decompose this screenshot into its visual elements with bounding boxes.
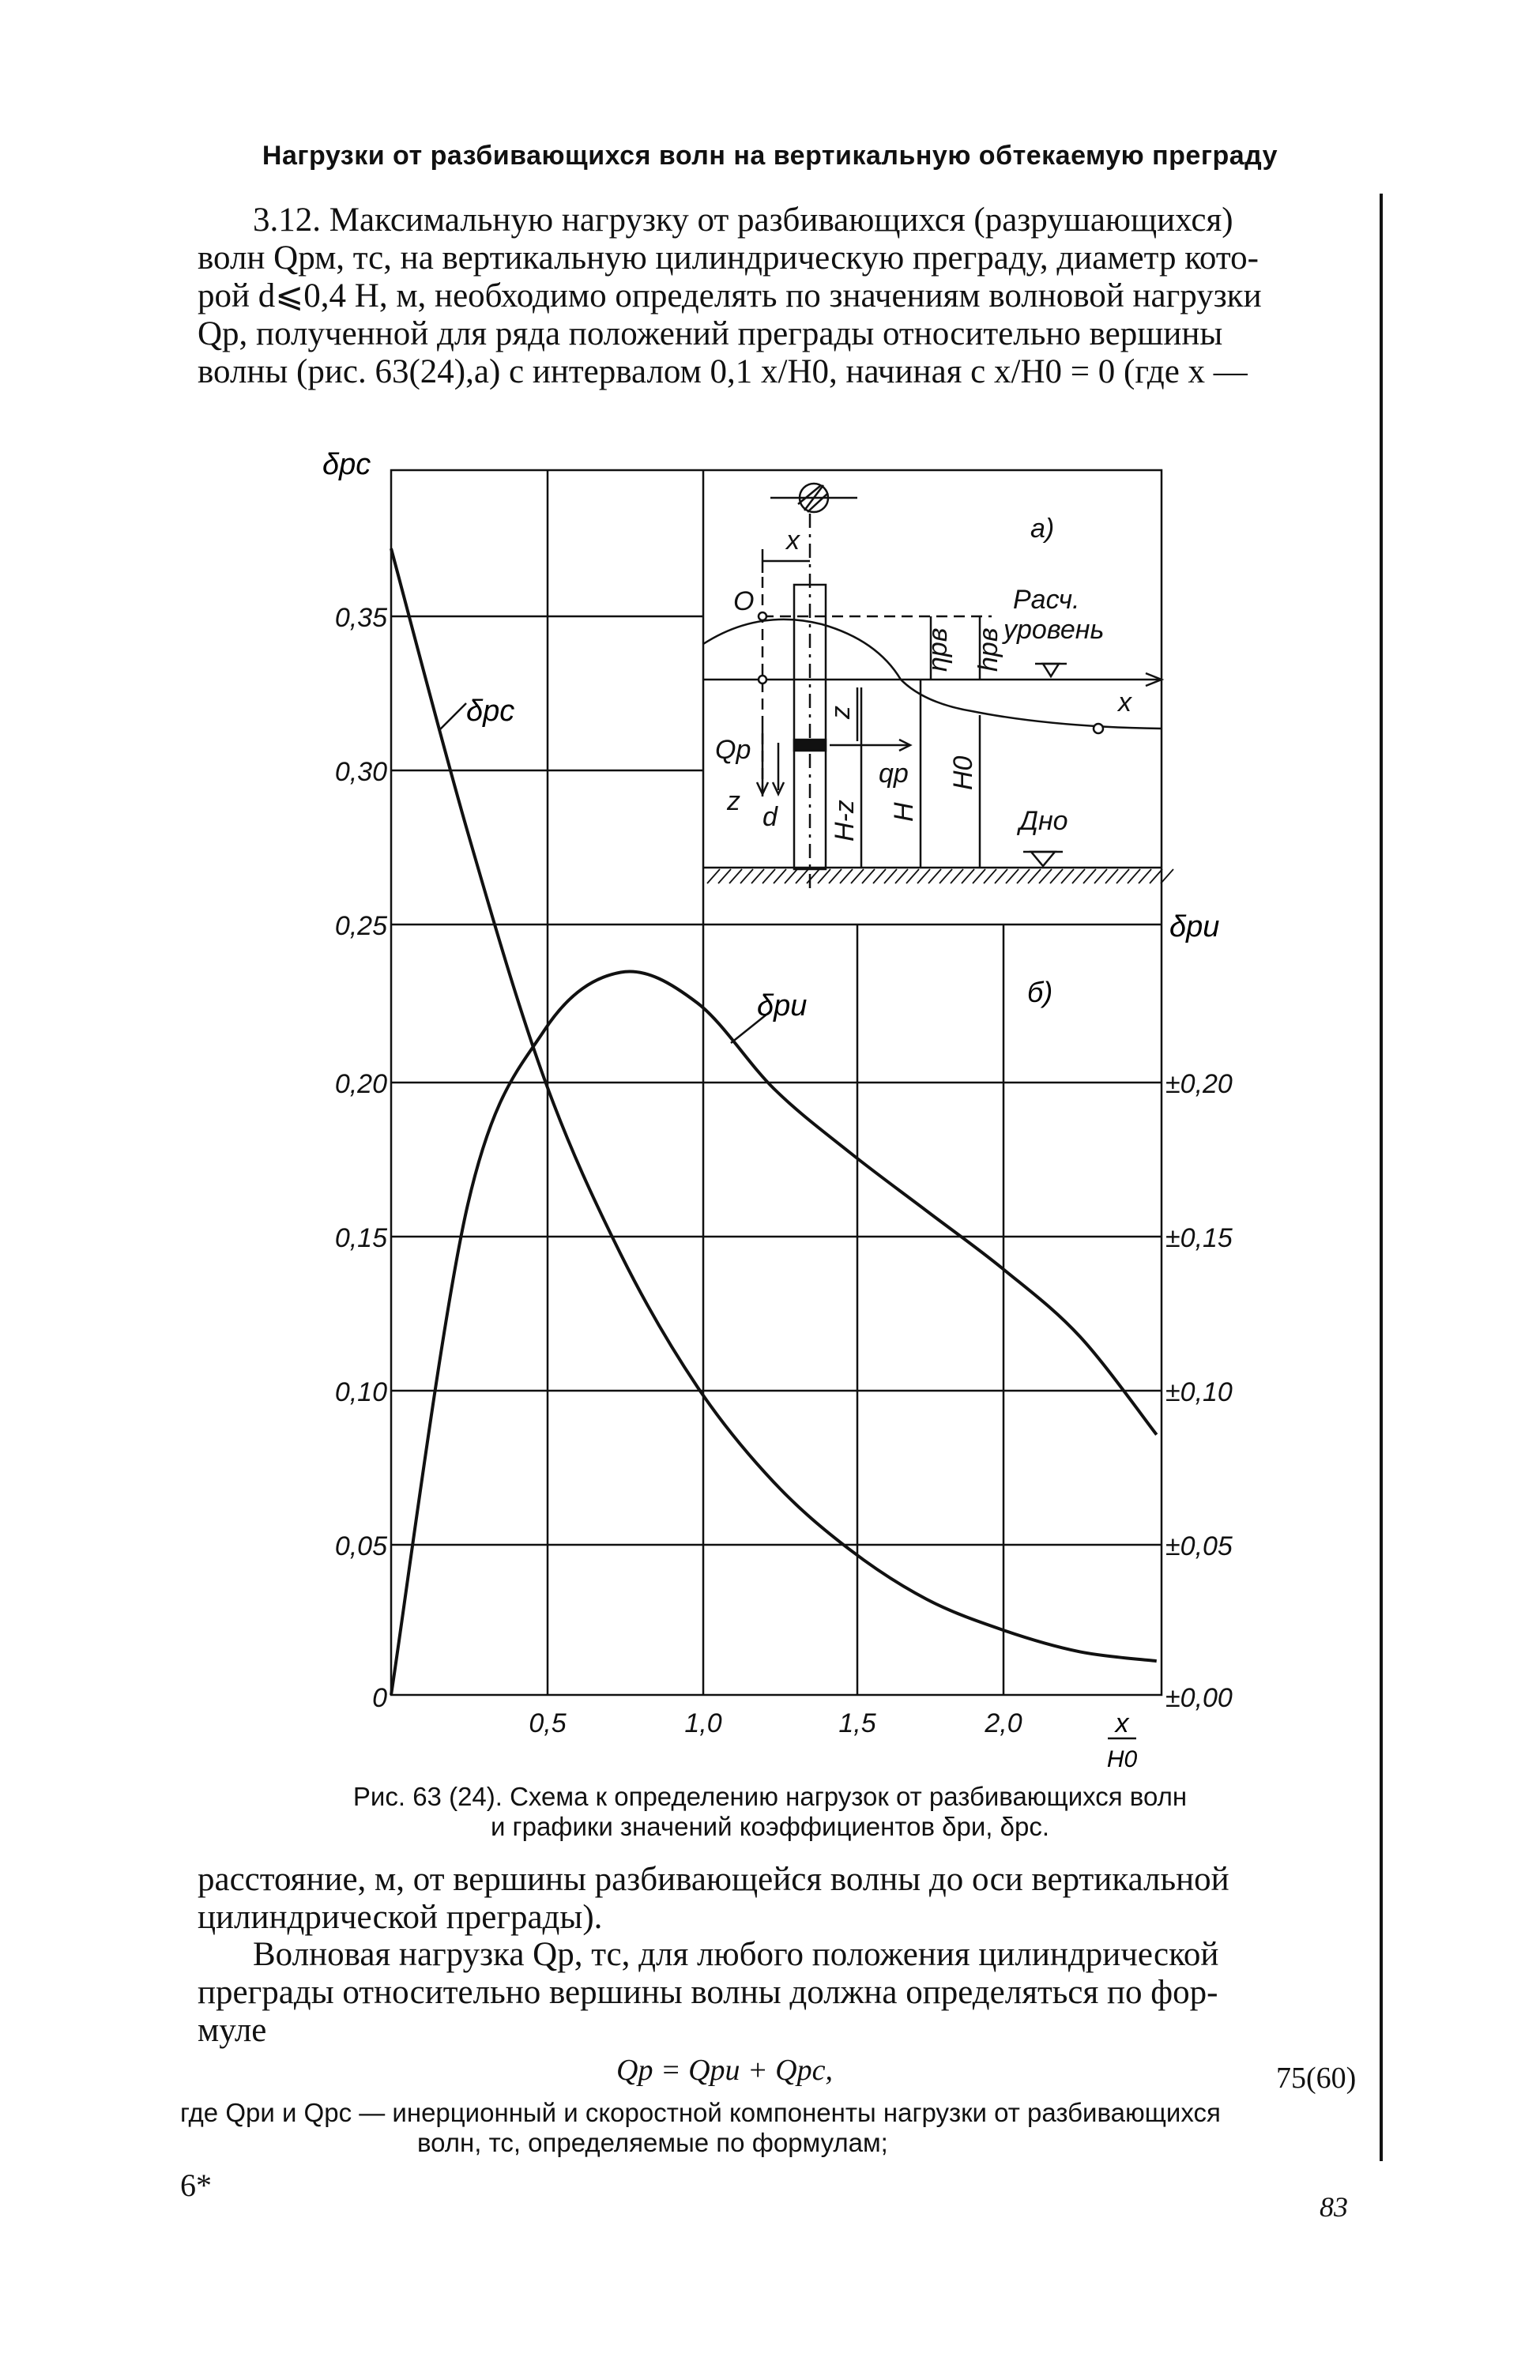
left-tick-label: 0,25 — [334, 911, 387, 941]
left-tick-label: 0,10 — [334, 1377, 387, 1407]
right-tick-label: ±0,15 — [1165, 1223, 1233, 1253]
text-line: рой d⩽0,4 H, м, необходимо определять по значениям волновой нагрузки — [198, 277, 1262, 314]
curve-label-ri: δри — [757, 989, 808, 1022]
diagram-eta: ηрв — [923, 627, 953, 672]
diagram-calc-level-2: уровень — [1003, 615, 1105, 645]
series-line-ri — [391, 971, 1157, 1695]
x-tick-label: 1,0 — [684, 1708, 722, 1738]
diagram-x: x — [786, 525, 800, 555]
caption-line: Рис. 63 (24). Схема к определению нагрузок от разбивающихся волн — [352, 1782, 1188, 1811]
diagram-x-axis: x — [1118, 687, 1131, 717]
x-axis-label: x — [1115, 1708, 1129, 1738]
text-line: преграды относительно вершины волны должна определяться по фор- — [198, 1974, 1218, 2011]
text-line: 3.12. Максимальную нагрузку от разбивающихся (разрушающихся) — [253, 201, 1233, 239]
formula-number: 75(60) — [1276, 2062, 1357, 2095]
right-tick-label: ±0,10 — [1165, 1377, 1233, 1407]
paragraph-wave-load — [198, 1936, 1351, 2050]
diagram-bottom: Дно — [1019, 806, 1068, 836]
curve-label-rc: δрс — [466, 695, 515, 728]
left-tick-label: 0,05 — [334, 1531, 387, 1561]
x-tick-label: 0,5 — [529, 1708, 567, 1738]
diagram-h: hрв — [973, 627, 1003, 672]
diagram-calc-level-1: Расч. — [1013, 585, 1080, 615]
right-axis-label: δри — [1169, 910, 1220, 943]
right-tick-label: ±0,20 — [1165, 1069, 1233, 1099]
where-line: волн, тс, определяемые по формулам; — [417, 2128, 888, 2157]
diagram-H0: H0 — [948, 755, 978, 790]
diagram-Hz: H-z — [830, 800, 860, 842]
diagram-z-arrow: z — [727, 786, 740, 816]
right-tick-label: ±0,00 — [1165, 1683, 1233, 1713]
x-tick-label: 2,0 — [985, 1708, 1022, 1738]
text-line: Волновая нагрузка Qр, тс, для любого положения цилиндрической — [253, 1936, 1219, 1973]
left-tick-label: 0,30 — [334, 757, 387, 787]
diagram-z-small: z — [826, 706, 856, 719]
caption-line: и графики значений коэффициентов δри, δрс. — [490, 1812, 1050, 1841]
left-tick-label: 0,15 — [334, 1223, 387, 1253]
diagram-d: d — [762, 802, 778, 832]
left-tick-label: 0,35 — [334, 603, 387, 633]
diagram-Qp: Qр — [715, 735, 751, 765]
diagram-H: H — [889, 802, 919, 822]
text-line: цилиндрической преграды). — [198, 1899, 603, 1936]
running-header: Нагрузки от разбивающихся волн на вертикальную обтекаемую преграду — [262, 141, 1278, 171]
diagram-qp: qр — [879, 759, 909, 789]
text-line: расстояние, м, от вершины разбивающейся волны до оси вертикальной — [198, 1861, 1229, 1898]
text-line: волн Qрм, тс, на вертикальную цилиндрическую преграду, диаметр кото- — [198, 239, 1259, 277]
formula: Qр = Qри + Qрс, — [616, 2054, 833, 2087]
left-tick-label: 0,20 — [334, 1069, 387, 1099]
paragraph-continuation — [198, 1861, 1351, 1937]
signature-mark: 6* — [180, 2167, 212, 2203]
x-tick-label: 1,5 — [838, 1708, 876, 1738]
panel-label-b: б) — [1027, 976, 1053, 1008]
x-axis-label-denominator: H0 — [1106, 1746, 1138, 1772]
chart-grid — [391, 470, 1162, 1695]
panel-label-a: а) — [1030, 514, 1055, 544]
left-tick-label: 0 — [372, 1683, 387, 1713]
where-clause — [180, 2098, 1357, 2158]
where-line: где Qри и Qрс — инерционный и скоростной компоненты нагрузки от разбивающихся — [180, 2098, 1221, 2127]
page-number: 83 — [1320, 2191, 1348, 2223]
diagram-O: O — [733, 586, 755, 616]
text-line: Qр, полученной для ряда положений преграды относительно вершины — [198, 315, 1223, 352]
text-line: муле — [198, 2012, 267, 2049]
text-line: волны (рис. 63(24),а) с интервалом 0,1 x/H0, начиная с x/H0 = 0 (где x — — [198, 353, 1248, 390]
right-tick-label: ±0,05 — [1165, 1531, 1233, 1561]
left-axis-label: δрс — [322, 448, 371, 481]
figure-caption — [0, 1782, 1540, 1842]
